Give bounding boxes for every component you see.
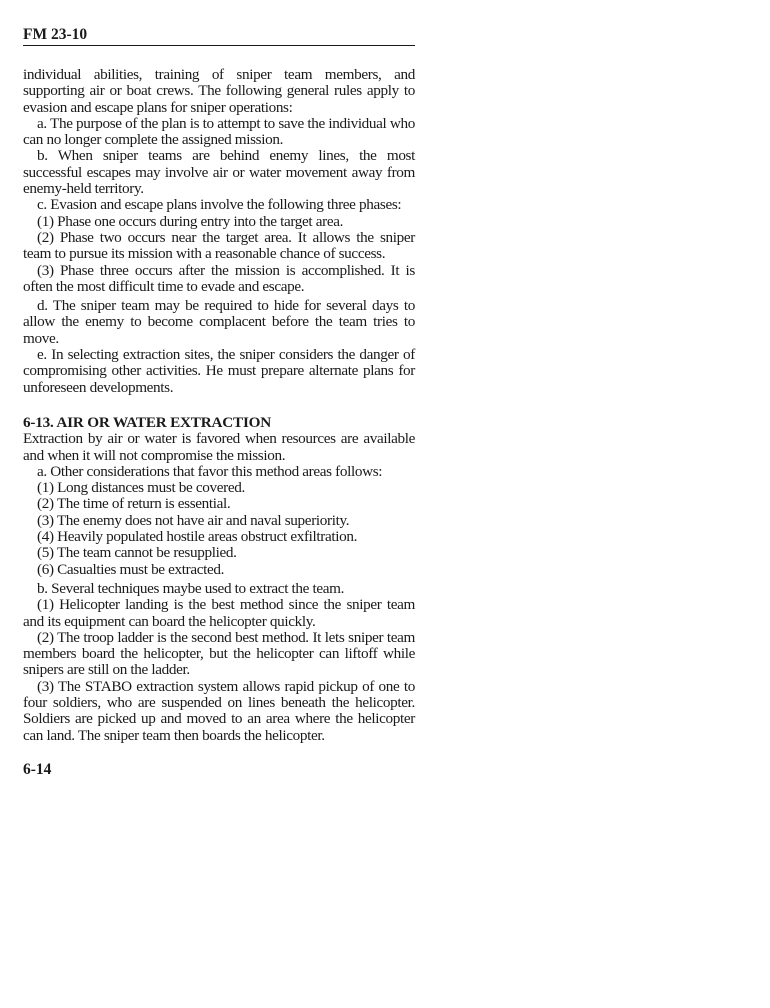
phase-two: (2) Phase two occurs near the target area. It allows the sniper team to pursue its mission with a reasonable chance of success.: [23, 228, 415, 263]
consideration-item: (5) The team cannot be resupplied.: [37, 544, 237, 562]
technique-item: (3) The STABO extraction system allows rapid pickup of one to four soldiers, who are suspended on lines beneath the helicopter. Soldiers are picked up and moved to an area where the helicopter can land. The sniper team then boards the helicopter.: [23, 677, 415, 744]
rule-e: e. In selecting extraction sites, the sniper considers the danger of compromising other activities. He must prepare alternate plans for unforeseen developments.: [23, 346, 415, 396]
rule-d: d. The sniper team may be required to hide for several days to allow the enemy to become complacent before the team tries to move.: [23, 297, 415, 347]
rule-b: b. When sniper teams are behind enemy lines, the most successful escapes may involve air or water movement away from enemy-held territory.: [23, 147, 415, 198]
document-page: [23, 26, 415, 778]
technique-item: (2) The troop ladder is the second best method. It lets sniper team members board the helicopter, but the helicopter can liftoff while snipers are still on the ladder.: [23, 628, 415, 679]
considerations-lead: a. Other considerations that favor this method areas follows:: [37, 462, 383, 480]
rule-a: a. The purpose of the plan is to attempt to save the individual who can no longer complete the assigned mission.: [23, 114, 415, 149]
phase-one: (1) Phase one occurs during entry into the target area.: [37, 212, 344, 230]
consideration-item: (4) Heavily populated hostile areas obstruct exfiltration.: [37, 528, 358, 546]
techniques-lead: b. Several techniques maybe used to extract the team.: [37, 579, 345, 597]
intro-paragraph: individual abilities, training of sniper team members, and supporting air or boat crews. The following general rules apply to evasion and escape plans for sniper operations:: [23, 66, 415, 116]
page-header: FM 23-10: [23, 26, 415, 46]
page-number: 6-14: [23, 760, 52, 778]
section-intro: Extraction by air or water is favored when resources are available and when it will not compromise the mission.: [23, 430, 415, 464]
rule-c: c. Evasion and escape plans involve the following three phases:: [37, 196, 402, 214]
phase-three: (3) Phase three occurs after the mission is accomplished. It is often the most difficult time to evade and escape.: [23, 261, 415, 295]
consideration-item: (1) Long distances must be covered.: [37, 479, 245, 497]
consideration-item: (3) The enemy does not have air and naval superiority.: [37, 511, 350, 529]
consideration-item: (6) Casualties must be extracted.: [37, 560, 225, 578]
consideration-item: (2) The time of return is essential.: [37, 495, 231, 513]
technique-item: (1) Helicopter landing is the best method since the sniper team and its equipment can board the helicopter quickly.: [23, 596, 415, 630]
section-title: 6-13. AIR OR WATER EXTRACTION: [23, 413, 272, 431]
